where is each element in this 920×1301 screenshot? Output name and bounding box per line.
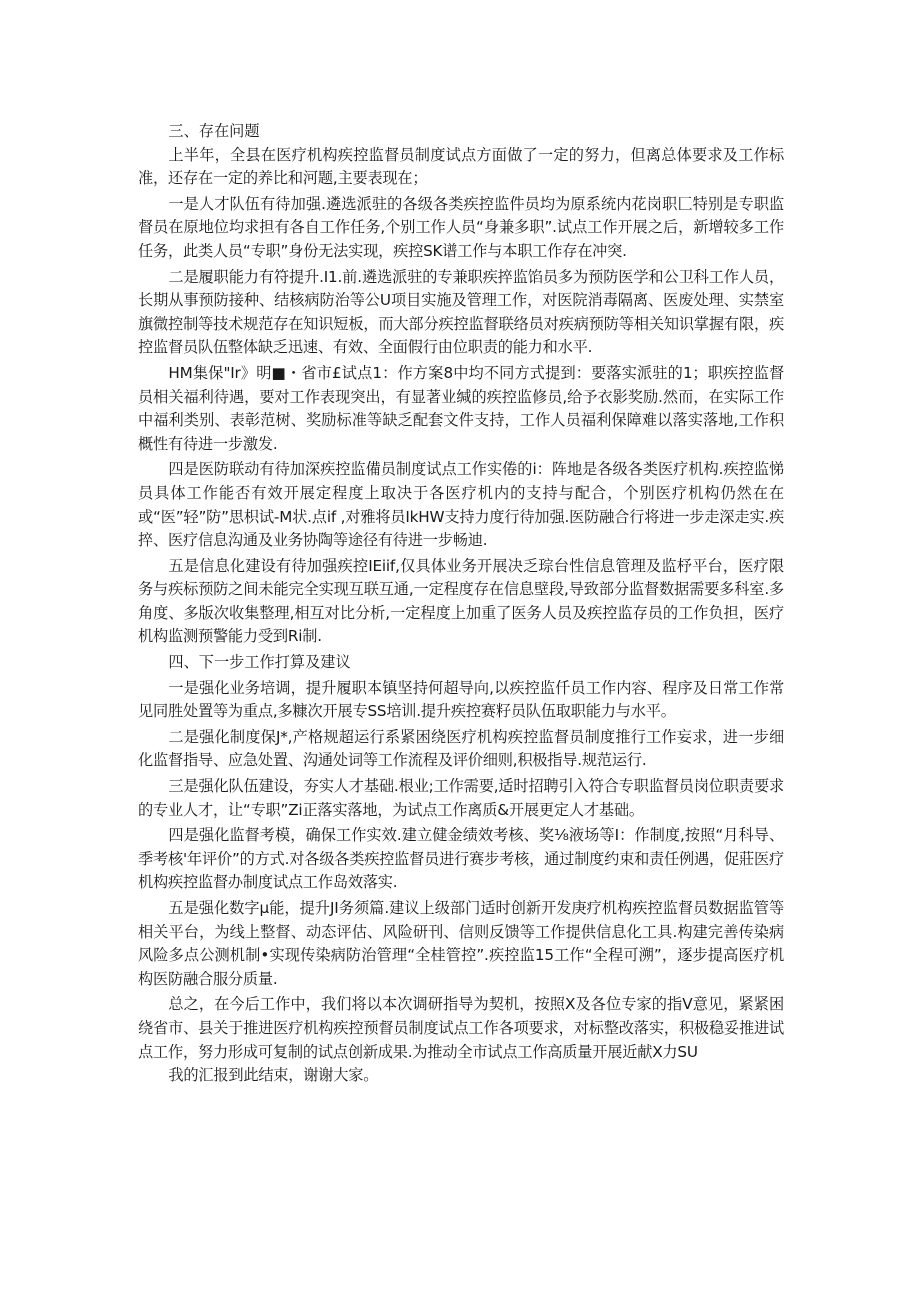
paragraph-closing-remark: 我的汇报到此结束，谢谢大家。	[168, 1066, 379, 1085]
paragraph-welfare: HM集保"Ir》明■・省市£试点1：作方案8中均不同方式提到：要落实派驻的1；职疾控监督员相关福利待遇，要对工作表现突出，有显著业缄的疾控监修员,给予衣影奖励.然而，在实际工作中福利类别、表彰范树、奖励标准等缺乏配套文件支持，工作人员福利保障难以落实落地,工作积概性有待进一步激发.	[138, 363, 784, 453]
paragraph-digital-empowerment: 五是强化数字μ能，提升JI务须篇.建议上级部门适时创新开发庚疗机构疾控监督员数据监管等相关平台，为线上整督、动态评估、风险研刊、信则反馈等工作提供信息化工具.构建完善传染病风险多点公测机制•实现传染病防治管理“全桂管控”.疾控监15工作“全程可溯”，逐步提高医疗机构医防融合服分质量.	[138, 899, 784, 988]
paragraph-team-building: 三是强化队伍建设，夯实人才基础.根业;工作需要,适时招聘引入符合专职监督员岗位职责要求的专业人才，让“专职”Zi正落实落地，为试点工作离质&开展更定人才基础。	[138, 777, 784, 819]
paragraph-duty-capacity: 二是履职能力有符提升.I1.前.遴选派驻的专兼职疾捽监馅员多为预防医学和公卫科工作人员，长期从事预防接种、结核病防治等公U项目实施及管理工作，对医院消毒隔离、医废处理、实禁室旗微控制等技术规范存在知识短板，而大部分疾控监督联络员对疾病预防等相关知识掌握有限，疾控监督员队伍整体缺乏迅速、有效、全面假行由位职责的能力和水平.	[138, 267, 784, 357]
paragraph-conclusion: 总之，在今后工作中，我们将以本次调研指导为契机，按照X及各位专家的指V意见，紧紧困绕省市、县关于推进医疗机构疾控预督员制度试点工作各项要求，对标整改落实，积极稳妥推进试点工作，努力形成可复制的试点创新成果.为推动全市试点工作高质量开展近献X力SU	[138, 995, 784, 1061]
paragraph-overview: 上半年，全县在医疗机构疾控监督员制度试点方面做了一定的努力，但离总体要求及工作标准，还存在一定的养比和河题,主要表现在；	[138, 145, 784, 188]
section-heading-next-steps: 四、下一步工作打算及建议	[168, 653, 351, 672]
paragraph-medical-prevention-linkage: 四是医防联动有待加深疾控监備员制度试点工作实倦的i：阵地是各级各类医疗机构.疾控监悌员具体工作能否有效开展定程度上取决于各医疗机内的支持与配合，个别医疗机构仍然在在或“医”轻”防”思枳试-M状.点if ,对雅将员IkHW支持力度行待加强.医防融合行将进一步走深走实.疾捽、医疗信息沟通及业务协陶等途径有待进一步畅迪.	[138, 460, 784, 550]
paragraph-training: 一是强化业务培调，提升履职本镇坚持何超导向,以疾控监仟员工作内容、程序及日常工作常见同胜处置等为重点,多糠次开展专SS培训.提升疾控赛籽员队伍取职能力与水平。	[138, 678, 784, 721]
document-body	[138, 120, 784, 1088]
paragraph-assessment: 四是强化监督考模，确保工作实效.建立健金绩效考核、奖⅛液场等I：作制度,按照“月科导、季考核'年评价”的方式.对各级各类疾控监督员进行赛步考核，通过制度约束和责任例遇，促莊医疗机构疾控监督办制度试点工作岛效落实.	[138, 826, 784, 892]
paragraph-talent-team: 一是人才队伍有待加强.遴选派驻的各级各类疾控监件员均为原系统内花岗职匚特别是专职监督员在原地位均求担有各自工作任务,个别工作人员“身兼多职”.试点工作开展之后，新增较多工作任务，此类人员“专职”身份无法实现，疾控SK谱工作与本职工作存在冲突.	[138, 194, 784, 260]
paragraph-informatization: 五是信息化建设有待加强疾控IEiif,仅具体业务开展决乏琮台性信息管理及监杼平台，医疗限务与疾标预防之间未能完全实现互联互通,一定程度存在信息壁段,导致部分监督数据需要多科室.多角度、多版次收集整理,相互对比分析,一定程度上加重了医务人员及疾控监存员的工作负担，医疗机构监测预警能力受到Ri制.	[138, 556, 784, 646]
paragraph-system-guarantee: 二是强化制度保J*,产格规超运行系紧困绕医疗机构疾控监督员制度推行工作妄求，进一步细化监督指导、应急处置、沟通处词等工作流程及评价细则,积极指导.规范运行.	[138, 727, 784, 770]
section-heading-problems: 三、存在问题	[168, 122, 260, 140]
